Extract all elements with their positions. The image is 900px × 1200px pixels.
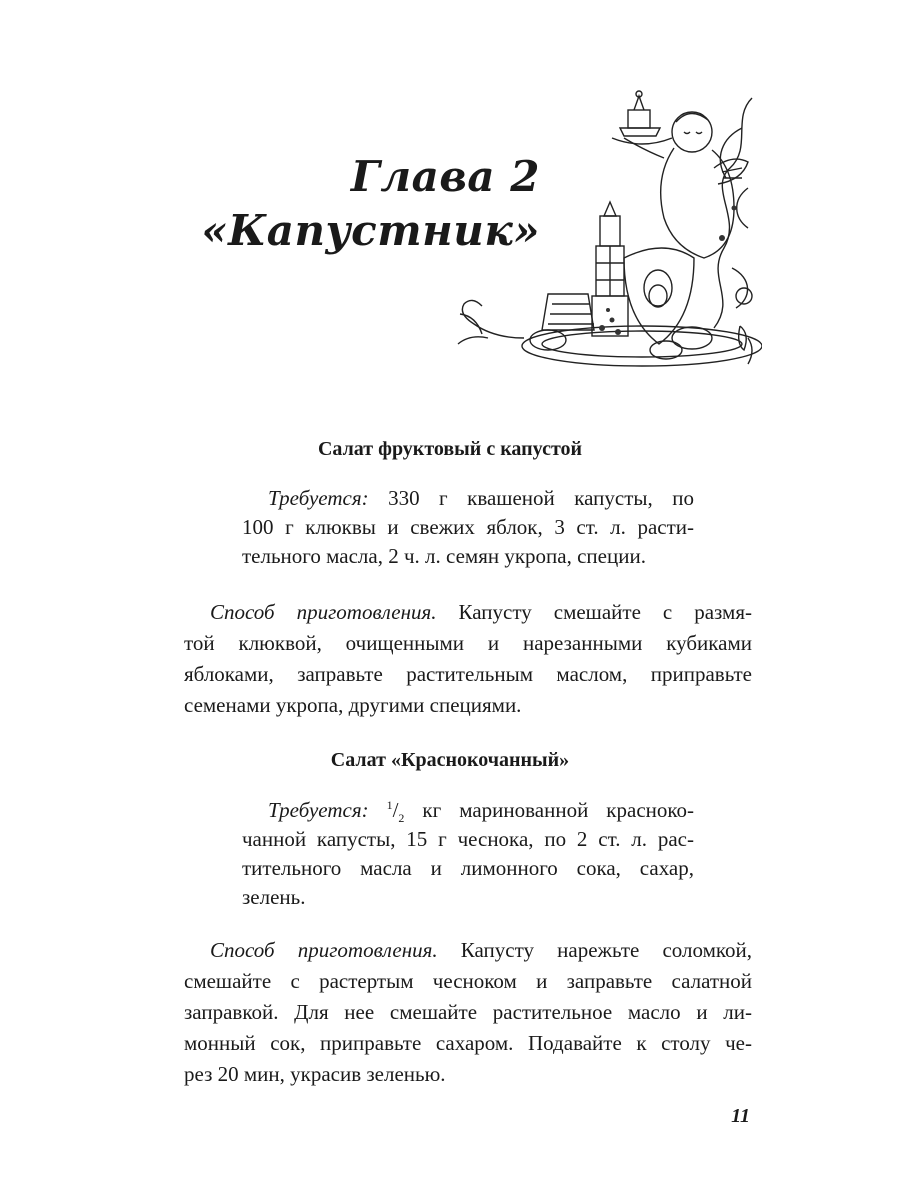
recipe-method (184, 935, 752, 1090)
method-label: Способ приготовления. (210, 600, 437, 624)
recipe-ingredients (242, 796, 694, 912)
ingredients-line (242, 796, 694, 825)
ingredients-label: Требуется: (268, 486, 369, 510)
chapter-number: Глава 2 (350, 152, 540, 201)
method-text: Капусту нарежьте соломкой, (460, 938, 752, 962)
fraction-denominator: 2 (398, 811, 405, 826)
ingredients-line: 100 г клюквы и свежих яблок, 3 ст. л. расти- (242, 515, 694, 539)
method-text: Капусту смешайте с размя- (458, 600, 752, 624)
page-number: 11 (731, 1105, 750, 1127)
recipe-title: Салат «Краснокочанный» (330, 749, 570, 771)
ingredients-line: тительного масла и лимонного сока, сахар, (242, 856, 694, 880)
method-line (184, 935, 752, 966)
method-line: семенами укропа, другими специями. (184, 693, 522, 717)
ingredients-line: тельного масла, 2 ч. л. семян укропа, специи. (242, 544, 646, 568)
ingredients-line: чанной капусты, 15 г чеснока, по 2 ст. л. рас- (242, 827, 694, 851)
ingredients-text: кг маринованной красноко- (422, 798, 695, 822)
method-line: той клюквой, очищенными и нарезанными кубиками (184, 631, 752, 655)
ingredients-line: зелень. (242, 885, 306, 909)
recipe-method (184, 597, 752, 721)
method-line: монный сок, приправьте сахаром. Подавайте к столу че- (184, 1031, 752, 1055)
method-line (184, 597, 752, 628)
chapter-name: «Капустник» (201, 206, 540, 255)
method-line: смешайте с растертым чесноком и заправьте салатной (184, 969, 752, 993)
method-label: Способ приготовления. (210, 938, 438, 962)
cherub-engraving-icon (452, 88, 762, 378)
ingredients-text: 330 г квашеной капусты, по (388, 486, 694, 510)
recipe-ingredients (242, 484, 694, 571)
method-line: яблоками, заправьте растительным маслом, приправьте (184, 662, 752, 686)
method-line: рез 20 мин, украсив зеленью. (184, 1062, 446, 1086)
fraction-numerator: 1 (386, 798, 393, 812)
method-line: заправкой. Для нее смешайте растительное масло и ли- (184, 1000, 752, 1024)
recipe-title: Салат фруктовый с капустой (317, 438, 583, 460)
fraction-slash: / (392, 798, 399, 822)
ingredients-line (242, 484, 694, 513)
ingredients-label: Требуется: (268, 798, 369, 822)
